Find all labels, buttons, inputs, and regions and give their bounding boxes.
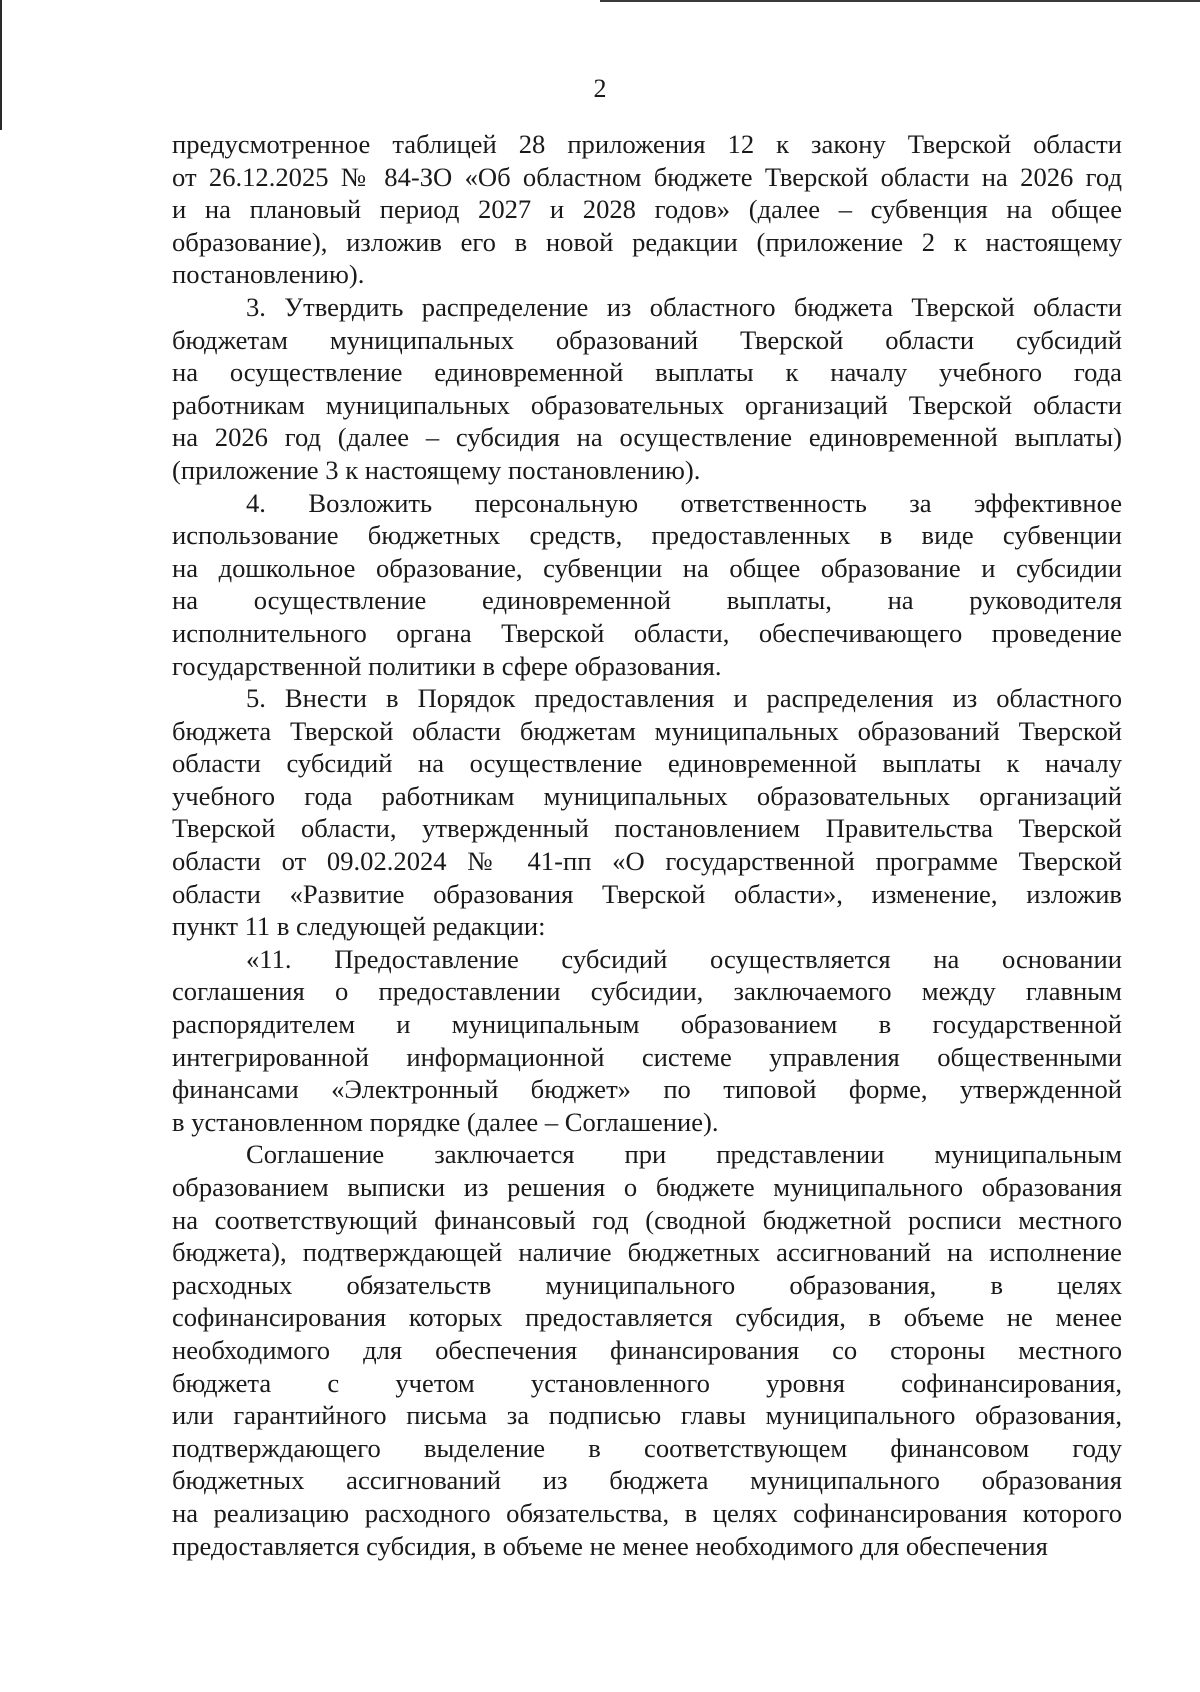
text-line: бюджетам муниципальных образований Тверской области субсидий [172, 324, 1122, 355]
text-line: 3. Утвердить распределение из областного бюджета Тверской области [246, 291, 1122, 322]
text-line: на соответствующий финансовый год (сводной бюджетной росписи местного [172, 1204, 1122, 1235]
text-line: от 26.12.2025 № 84-ЗО «Об областном бюджете Тверской области на 2026 год [172, 161, 1122, 192]
text-line: области от 09.02.2024 № 41-пп «О государственной программе Тверской [172, 846, 1122, 877]
text-line: на 2026 год (далее – субсидия на осуществление единовременной выплаты) [172, 422, 1122, 453]
text-line: бюджета Тверской области бюджетам муниципальных образований Тверской [172, 715, 1122, 746]
text-line: учебного года работникам муниципальных образовательных организаций [172, 780, 1122, 811]
page-number: 2 [593, 74, 607, 103]
text-line: образование), изложив его в новой редакции (приложение 2 к настоящему [172, 226, 1122, 257]
text-line: государственной политики в сфере образования. [172, 650, 722, 681]
text-line: подтверждающего выделение в соответствующем финансовом году [172, 1432, 1122, 1463]
text-line: предоставляется субсидия, в объеме не менее необходимого для обеспечения [172, 1530, 1048, 1561]
text-line: области субсидий на осуществление единовременной выплаты к началу [172, 748, 1122, 779]
text-line: Соглашение заключается при представлении муниципальным [246, 1139, 1122, 1170]
scan-edge-left [0, 0, 2, 130]
paragraph [172, 943, 1122, 1139]
text-line: 5. Внести в Порядок предоставления и распределения из областного [246, 683, 1122, 714]
document-body [172, 128, 1122, 1562]
text-line: и на плановый период 2027 и 2028 годов» (далее – субвенция на общее [172, 194, 1122, 225]
text-line: софинансирования которых предоставляется субсидия, в объеме не менее [172, 1302, 1122, 1333]
paragraph [172, 291, 1122, 487]
text-line: области «Развитие образования Тверской области», изменение, изложив [172, 878, 1122, 909]
text-line: интегрированной информационной системе управления общественными [172, 1041, 1122, 1072]
text-line: распорядителем и муниципальным образованием в государственной [172, 1009, 1122, 1040]
text-line: расходных обязательств муниципального образования, в целях [172, 1269, 1122, 1300]
text-line: бюджета с учетом установленного уровня софинансирования, [172, 1367, 1122, 1398]
text-line: бюджетных ассигнований из бюджета муниципального образования [172, 1465, 1122, 1496]
text-line: (приложение 3 к настоящему постановлению). [172, 454, 701, 485]
text-line: в установленном порядке (далее – Соглашение). [172, 1106, 719, 1137]
text-line: на осуществление единовременной выплаты к началу учебного года [172, 357, 1122, 388]
text-line: постановлению). [172, 259, 365, 290]
scan-edge-top [600, 0, 1200, 2]
text-line: Тверской области, утвержденный постановлением Правительства Тверской [172, 813, 1122, 844]
paragraph [172, 1138, 1122, 1562]
text-line: использование бюджетных средств, предоставленных в виде субвенции [172, 520, 1122, 551]
paragraph [172, 682, 1122, 943]
text-line: работникам муниципальных образовательных организаций Тверской области [172, 389, 1122, 420]
text-line: на дошкольное образование, субвенции на общее образование и субсидии [172, 552, 1122, 583]
text-line: финансами «Электронный бюджет» по типовой форме, утвержденной [172, 1074, 1122, 1105]
paragraph [172, 128, 1122, 291]
text-line: образованием выписки из решения о бюджете муниципального образования [172, 1172, 1122, 1202]
text-line: или гарантийного письма за подписью главы муниципального образования, [172, 1400, 1122, 1431]
text-line: «11. Предоставление субсидий осуществляется на основании [246, 943, 1122, 974]
text-line: на реализацию расходного обязательства, в целях софинансирования которого [172, 1497, 1122, 1528]
text-line: необходимого для обеспечения финансирования со стороны местного [172, 1334, 1122, 1365]
text-line: пункт 11 в следующей редакции: [172, 911, 546, 942]
text-line: соглашения о предоставлении субсидии, заключаемого между главным [172, 976, 1122, 1007]
text-line: исполнительного органа Тверской области, обеспечивающего проведение [172, 617, 1122, 648]
paragraph [172, 487, 1122, 683]
text-line: на осуществление единовременной выплаты, на руководителя [172, 585, 1122, 616]
text-line: 4. Возложить персональную ответственность за эффективное [246, 487, 1122, 518]
text-line: бюджета), подтверждающей наличие бюджетных ассигнований на исполнение [172, 1237, 1122, 1268]
text-line: предусмотренное таблицей 28 приложения 12 к закону Тверской области [172, 129, 1122, 159]
